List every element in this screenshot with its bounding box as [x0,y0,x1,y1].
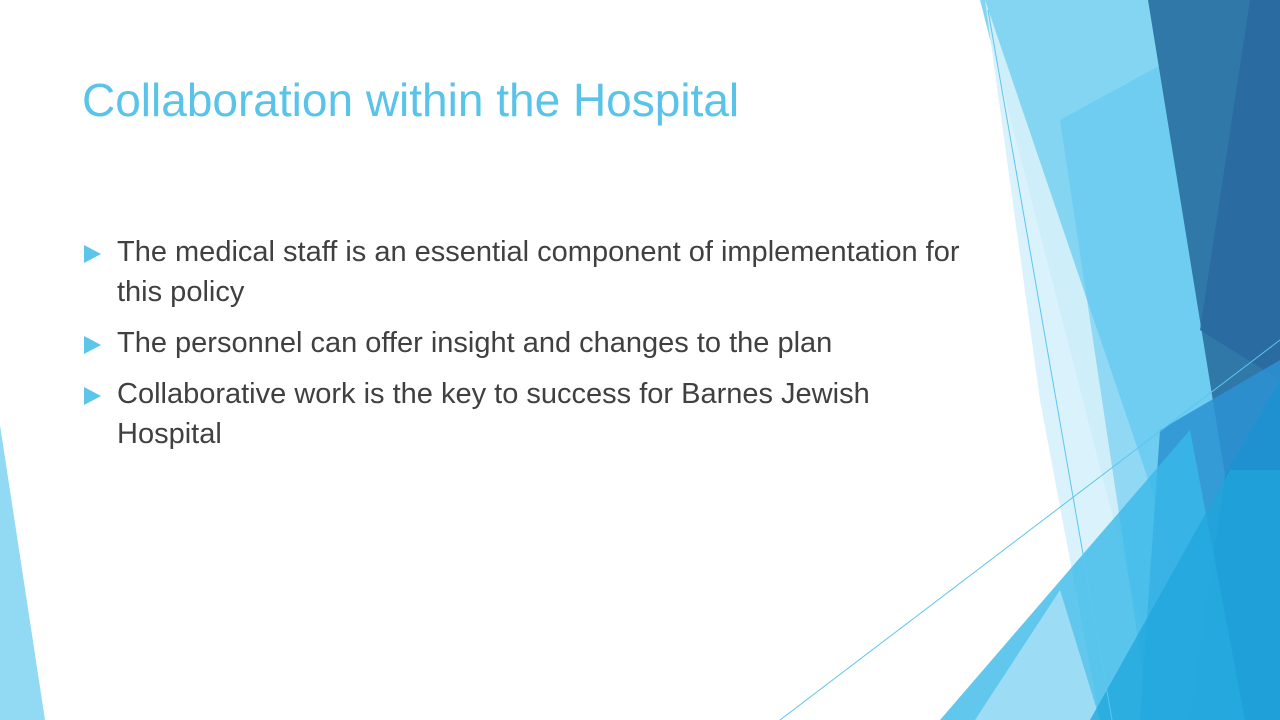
bullet-item [82,374,962,454]
bullet-text: The personnel can offer insight and changes to the plan [117,327,833,359]
triangle-bullet-icon [84,387,101,405]
bullet-item [82,323,962,363]
triangle-bullet-icon [84,245,101,263]
bullet-item [82,232,962,312]
bullet-list [82,232,962,465]
slide-title: Collaboration within the Hospital [82,74,740,126]
bullet-text: Collaborative work is the key to success for Barnes Jewish Hospital [117,378,870,450]
bullet-text: The medical staff is an essential component of implementation for this policy [117,236,960,308]
left-edge-facet [0,425,45,720]
triangle-bullet-icon [84,336,101,354]
